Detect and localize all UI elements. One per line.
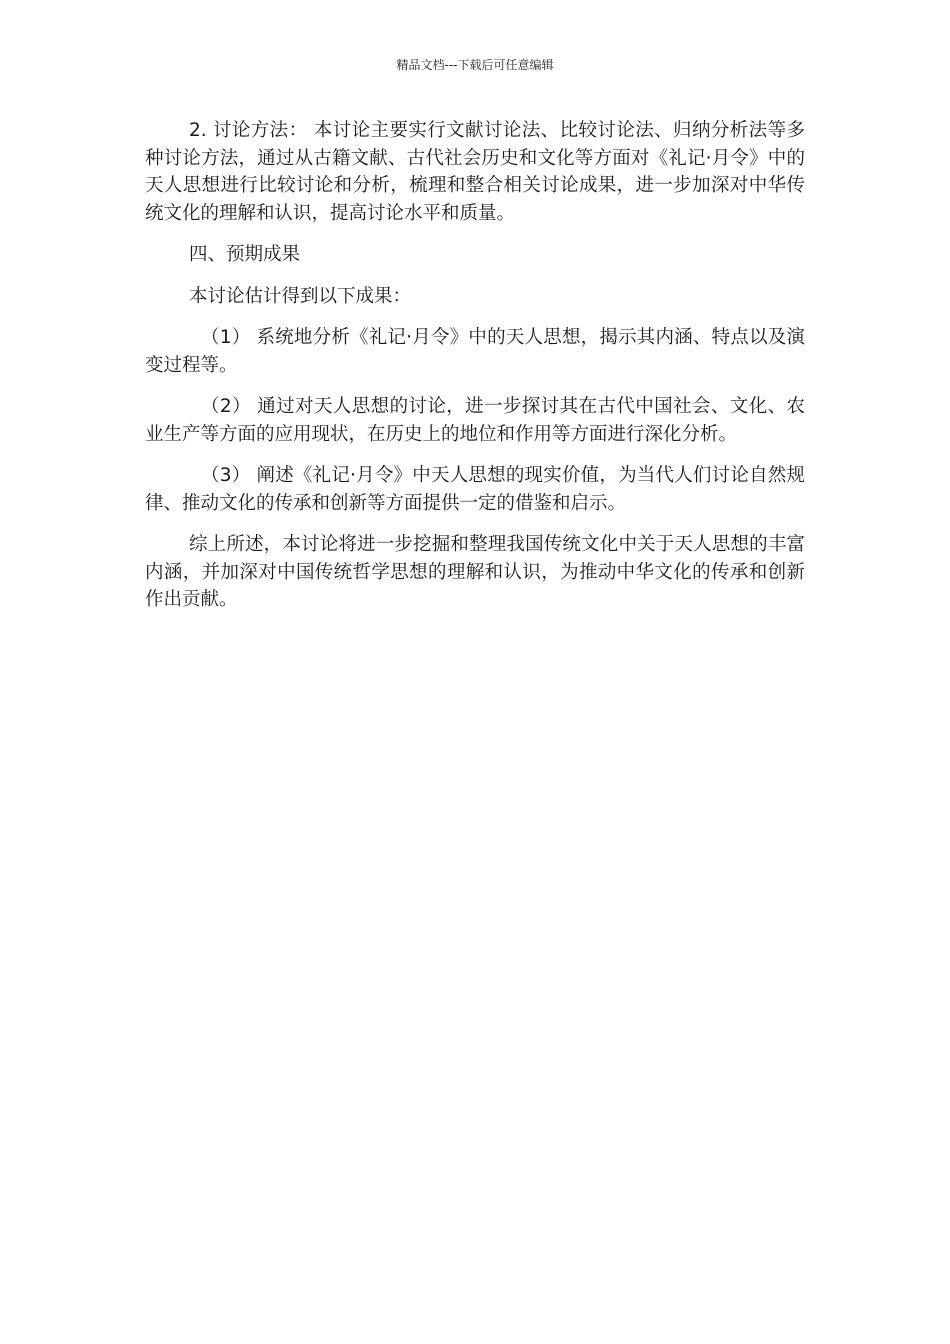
document-body xyxy=(145,117,805,628)
summary-paragraph: 综上所述，本讨论将进一步挖掘和整理我国传统文化中关于天人思想的丰富内涵，并加深对中国传统哲学思想的理解和认识，为推动中华文化的传承和创新作出贡献。 xyxy=(145,534,805,610)
method-paragraph: 2. 讨论方法： 本讨论主要实行文献讨论法、比较讨论法、归纳分析法等多种讨论方法，通过从古籍文献、古代社会历史和文化等方面对《礼记·月令》中的天人思想进行比较讨论和分析，梳理和整合相关讨论成果，进一步加深对中华传统文化的理解和认识，提高讨论水平和质量。 xyxy=(145,120,805,224)
results-intro-paragraph: 本讨论估计得到以下成果： xyxy=(189,285,412,307)
result-item-3: （3） 阐述《礼记·月令》中天人思想的现实价值，为当代人们讨论自然规律、推动文化的传承和创新等方面提供一定的借鉴和启示。 xyxy=(145,465,805,514)
result-item-1: （1） 系统地分析《礼记·月令》中的天人思想，揭示其内涵、特点以及演变过程等。 xyxy=(145,327,805,376)
page-header: 精品文档---下载后可任意编辑 xyxy=(396,58,554,72)
result-item-2: （2） 通过对天人思想的讨论，进一步探讨其在古代中国社会、文化、农业生产等方面的应用现状，在历史上的地位和作用等方面进行深化分析。 xyxy=(145,396,805,445)
section-heading-expected-results: 四、预期成果 xyxy=(189,244,301,265)
